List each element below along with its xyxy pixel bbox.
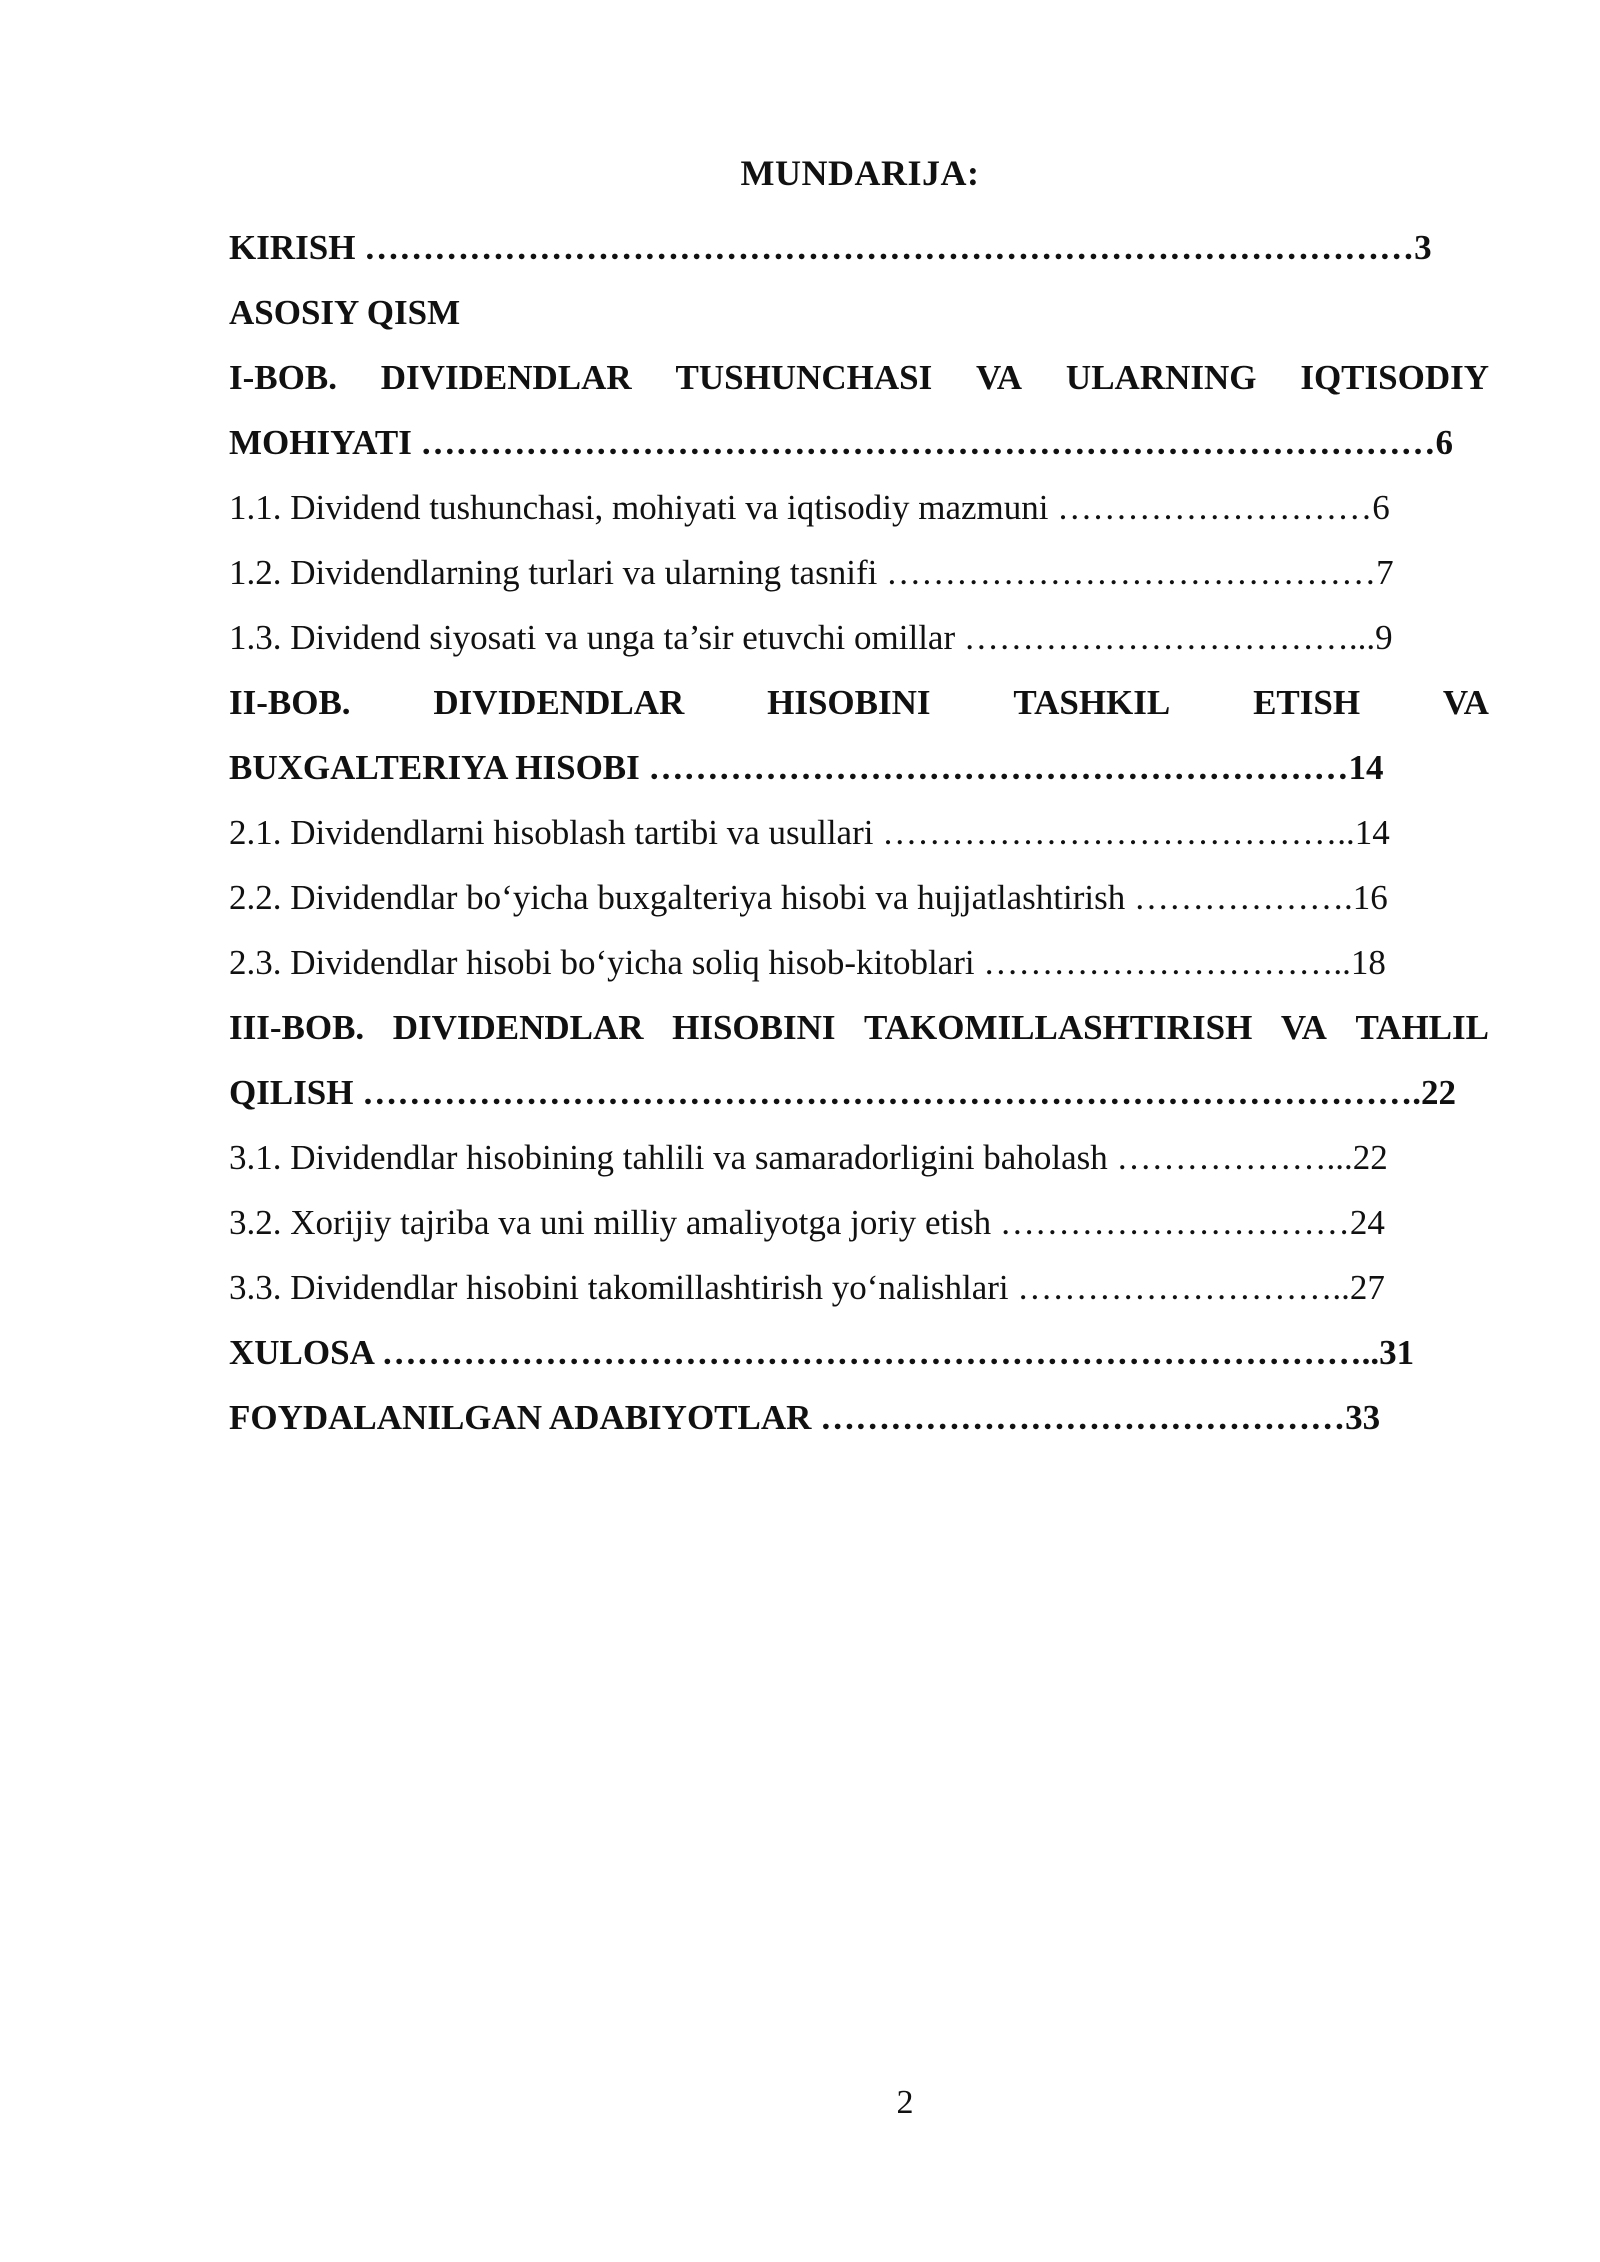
toc-section-1-3: 1.3. Dividend siyosati va unga ta’sir etuvchi omillar ……………………………...9: [229, 618, 1393, 657]
toc-section-3-3: 3.3. Dividendlar hisobini takomillashtirish yo‘nalishlari ………………………..27: [229, 1268, 1385, 1307]
chapter-heading-word: TAHLIL: [1355, 1008, 1489, 1047]
chapter-heading-word: TAKOMILLASHTIRISH: [864, 1008, 1253, 1047]
chapter-heading-word: ULARNING: [1065, 358, 1257, 397]
chapter-heading-word: DIVIDENDLAR: [380, 358, 632, 397]
toc-section-2-3: 2.3. Dividendlar hisobi bo‘yicha soliq hisob-kitoblari …………………………..18: [229, 943, 1386, 982]
chapter-heading-word: IQTISODIY: [1300, 358, 1489, 397]
toc-chapter-3-entry: QILISH ……………………………………………………………………………….22: [229, 1073, 1456, 1112]
chapter-heading-word: III-BOB.: [229, 1008, 365, 1047]
toc-section-1-2: 1.2. Dividendlarning turlari va ularning tasnifi ……………………………………7: [229, 553, 1394, 592]
toc-entry-bibliography: FOYDALANILGAN ADABIYOTLAR ………………………………………33: [229, 1398, 1381, 1437]
toc-heading-asosiy-qism: ASOSIY QISM: [229, 293, 461, 332]
toc-chapter-2-entry: BUXGALTERIYA HISOBI ……………………………………………………14: [229, 748, 1384, 787]
toc-chapter-1-entry: MOHIYATI ……………………………………………………………………………6: [229, 423, 1454, 462]
toc-section-2-2: 2.2. Dividendlar bo‘yicha buxgalteriya hisobi va hujjatlashtirish ……………….16: [229, 878, 1388, 917]
chapter-heading-word: TUSHUNCHASI: [675, 358, 933, 397]
toc-chapter-2-heading: [229, 670, 1489, 735]
page-number: 2: [896, 2084, 914, 2121]
chapter-heading-word: TASHKIL: [1013, 683, 1171, 722]
toc-chapter-1-heading: [229, 345, 1489, 410]
chapter-heading-word: HISOBINI: [767, 683, 931, 722]
toc-section-2-1: 2.1. Dividendlarni hisoblash tartibi va usullari …………………………………..14: [229, 813, 1390, 852]
toc-section-3-1: 3.1. Dividendlar hisobining tahlili va samaradorligini baholash ………………...22: [229, 1138, 1388, 1177]
toc-section-1-1: 1.1. Dividend tushunchasi, mohiyati va iqtisodiy mazmuni ………………………6: [229, 488, 1390, 527]
toc-entry-xulosa: XULOSA …………………………………………………………………………..31: [229, 1333, 1415, 1372]
chapter-heading-word: ETISH: [1253, 683, 1361, 722]
chapter-heading-word: I-BOB.: [229, 358, 337, 397]
chapter-heading-word: DIVIDENDLAR: [392, 1008, 644, 1047]
chapter-heading-word: DIVIDENDLAR: [433, 683, 685, 722]
toc-chapter-3-heading: [229, 995, 1489, 1060]
table-of-contents: [229, 215, 1489, 1450]
chapter-heading-word: HISOBINI: [672, 1008, 836, 1047]
toc-title: MUNDARIJA:: [740, 153, 980, 193]
toc-section-3-2: 3.2. Xorijiy tajriba va uni milliy amaliyotga joriy etish …………………………24: [229, 1203, 1385, 1242]
chapter-heading-word: II-BOB.: [229, 683, 351, 722]
chapter-heading-word: VA: [1442, 683, 1489, 722]
chapter-heading-word: VA: [976, 358, 1023, 397]
toc-entry-kirish: KIRISH ………………………………………………………………………………3: [229, 228, 1432, 267]
chapter-heading-word: VA: [1280, 1008, 1327, 1047]
